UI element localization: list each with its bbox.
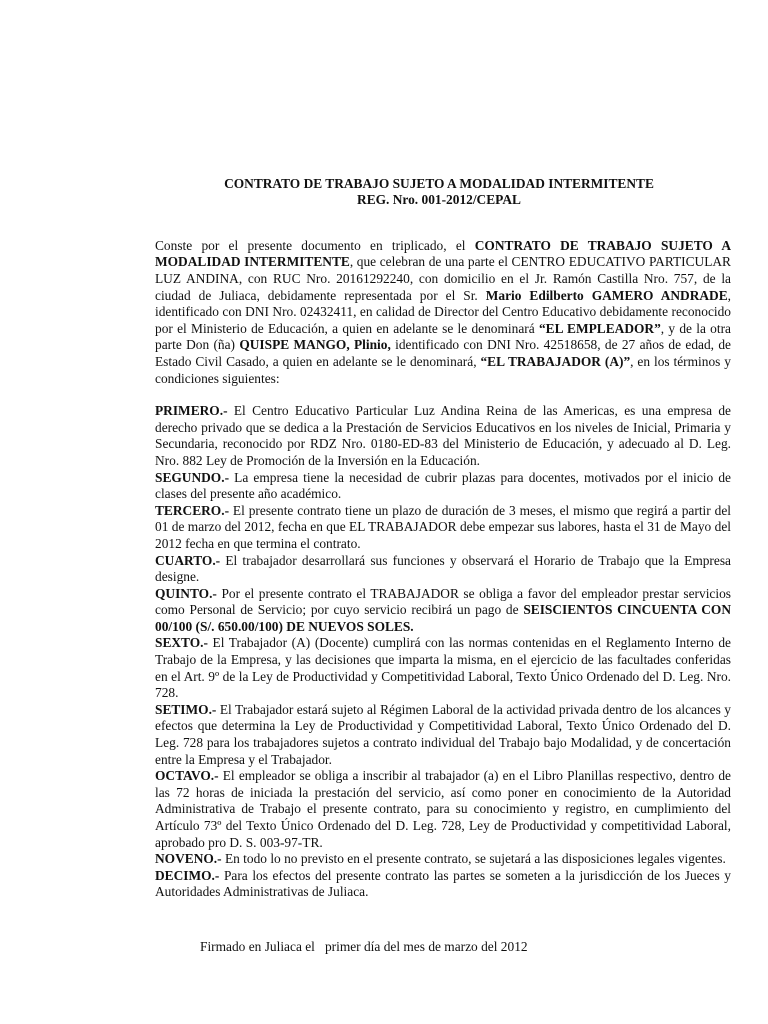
clause-sexto: [155, 635, 731, 701]
clause-cuarto: [155, 553, 731, 586]
signature-line: Firmado en Juliaca el primer día del mes de marzo del 2012: [200, 939, 528, 954]
clause-segundo: [155, 470, 731, 503]
intro-paragraph: [155, 238, 731, 387]
worker-name: QUISPE MANGO, Plinio,: [239, 337, 391, 353]
contract-title: [147, 176, 731, 209]
intro-text: , identificado con DNI Nro. 02432411, en calidad de Director del Centro Educativo debidamente reconocido por el Ministerio de Educación, a quien en adelante se le denominará: [155, 287, 732, 336]
contract-document: [155, 176, 731, 901]
clause-heading: NOVENO.-: [155, 851, 222, 867]
intro-text: identificado con DNI Nro. 42518658, de 27 años de edad, de Estado Civil Casado, a quien en adelante se le denominará,: [155, 337, 731, 369]
clause-heading: DECIMO.-: [155, 867, 220, 883]
clause-text: El presente contrato tiene un plazo de duración de 3 meses, el mismo que regirá a partir del 01 de marzo del 2012, fecha en que EL TRABAJADOR debe empezar sus labores, hasta el 31 de Mayo del 2012 fecha en que termina el contrato.: [155, 502, 731, 551]
clause-text: Para los efectos del presente contrato las partes se someten a la jurisdicción de los Jueces y Autoridades Administrativas de Juliaca.: [155, 867, 731, 900]
clause-primero: [155, 403, 731, 469]
clause-text: En todo lo no previsto en el presente contrato, se sujetará a las disposiciones legales vigentes.: [221, 851, 726, 867]
payment-amount: SEISCIENTOS CINCUENTA CON 00/100 (S/. 650.00/100) DE NUEVOS SOLES.: [155, 602, 732, 634]
intro-text: , que celebran de una parte el CENTRO EDUCATIVO PARTICULAR LUZ ANDINA, con RUC Nro. 20161292240, con domicilio en el Jr. Ramón Castilla Nro. 757, de la ciudad de Juliaca, debidamente representada por el Sr.: [155, 254, 731, 303]
clause-heading: SEXTO.-: [155, 635, 208, 651]
intro-text: , en los términos y condiciones siguientes:: [155, 353, 731, 386]
clause-decimo: [155, 868, 731, 901]
clause-setimo: [155, 702, 731, 768]
clause-heading: TERCERO.-: [155, 502, 230, 518]
intro-bold: CONTRATO DE TRABAJO SUJETO A MODALIDAD INTERMITENTE: [155, 237, 731, 270]
intro-text: Conste por el presente documento en triplicado, el: [155, 237, 475, 253]
clause-tercero: [155, 503, 731, 553]
clause-heading: SEGUNDO.-: [155, 469, 230, 485]
clause-octavo: [155, 768, 731, 851]
representative-name: Mario Edilberto GAMERO ANDRADE: [485, 287, 728, 303]
clause-text: El Centro Educativo Particular Luz Andina Reina de las Americas, es una empresa de derecho privado que se dedica a la Prestación de Servicios Educativos en los niveles de Inicial, Primaria y Secundaria, reconocido por RDZ Nro. 0180-ED-83 del Ministerio de Educación, y adecuado al D. Leg. Nro. 882 Ley de Promoción de la Inversión en la Educación.: [155, 403, 731, 468]
clause-text: Por el presente contrato el TRABAJADOR se obliga a favor del empleador prestar servicios como Personal de Servicio; por cuyo servicio recibirá un pago de: [155, 585, 731, 618]
clause-text: El empleador se obliga a inscribir al trabajador (a) en el Libro Planillas respectivo, dentro de las 72 horas de iniciada la prestación del servicio, así como poner en conocimiento de la Autoridad Administrativa de Trabajo el presente contrato, para su conocimiento y registro, en cumplimiento del Artículo 73º del Texto Único Ordenado del D. Leg. 728, Ley de Productividad y competitividad Laboral, aprobado pro D. S. 003-97-TR.: [155, 768, 731, 850]
clause-quinto: [155, 586, 731, 636]
clause-heading: CUARTO.-: [155, 552, 221, 568]
registration-number: REG. Nro. 001-2012/CEPAL: [357, 192, 521, 208]
contract-title-line: CONTRATO DE TRABAJO SUJETO A MODALIDAD INTERMITENTE: [224, 176, 654, 191]
clauses-list: [155, 403, 731, 901]
clause-heading: PRIMERO.-: [155, 403, 228, 419]
clause-text: La empresa tiene la necesidad de cubrir plazas para docentes, motivados por el inicio de clases del presente año académico.: [155, 469, 731, 502]
clause-text: El Trabajador (A) (Docente) cumplirá con las normas contenidas en el Reglamento Interno de Trabajo de la Empresa, y las decisiones que imparta la misma, en el ejercicio de las facultades conferidas en el Art. 9º de la Ley de Productividad y Competitividad Laboral, Texto Único Ordenado del D. Leg. Nro. 728.: [155, 635, 731, 701]
intro-text: , y de la otra parte Don (ña): [155, 320, 732, 353]
clause-heading: OCTAVO.-: [155, 768, 219, 784]
clause-text: El trabajador desarrollará sus funciones y observará el Horario de Trabajo que la Empresa designe.: [155, 552, 731, 585]
employer-alias: “EL EMPLEADOR”: [538, 320, 661, 336]
clause-heading: SETIMO.-: [155, 701, 217, 717]
clause-heading: QUINTO.-: [155, 585, 217, 601]
clause-text: El Trabajador estará sujeto al Régimen Laboral de la actividad privada dentro de los alcances y efectos que determina la Ley de Productividad y Competitividad Laboral, Texto Único Ordenado del D. Leg. 728 para los trabajadores sujetos a contrato individual del Trabajo bajo Modalidad, y de concertación entre la Empresa y el Trabajador.: [155, 701, 731, 767]
clause-noveno: [155, 851, 731, 868]
worker-alias: “EL TRABAJADOR (A)”: [480, 353, 631, 369]
